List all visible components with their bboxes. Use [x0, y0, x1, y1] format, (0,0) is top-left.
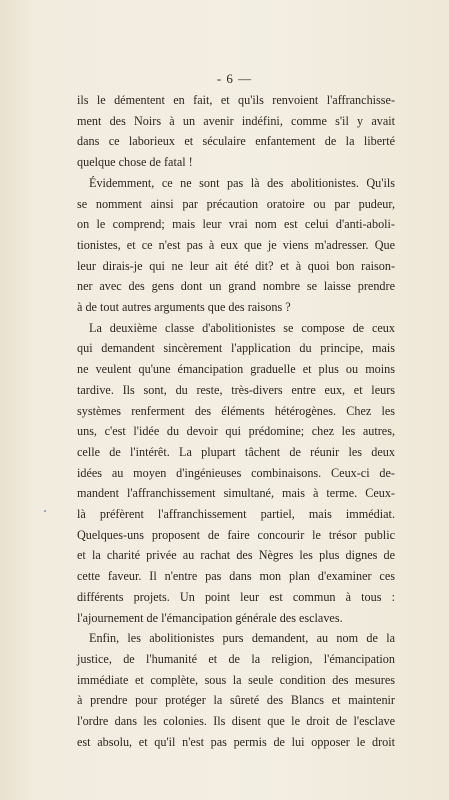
paragraph: [77, 318, 395, 629]
text-line: on le comprend; mais leur vrai nom est celui d'anti-aboli-: [77, 217, 395, 232]
text-line: Quelques-uns proposent de faire concourir le trésor public: [77, 527, 395, 542]
text-line: quelque chose de fatal !: [77, 155, 193, 170]
text-line: là préfèrent l'affranchissement partiel, mais immédiat.: [77, 507, 395, 522]
text-line: l'ajournement de l'émancipation générale des esclaves.: [77, 610, 343, 625]
text-line: à de tout autres arguments que des raisons ?: [77, 300, 291, 315]
text-line: leur dirais-je qui ne leur ait été dit? et à quoi bon raison-: [77, 258, 395, 273]
text-line: uns, c'est l'idée du devoir qui prédomine; chez les autres,: [77, 424, 395, 439]
paragraph: [77, 628, 395, 752]
paragraph: [77, 173, 395, 318]
text-line: mandent l'affranchissement simultané, mais à terme. Ceux-: [77, 486, 395, 501]
text-line: celle de l'intérêt. La plupart tâchent de réunir les deux: [77, 444, 395, 459]
page-number: - 6 —: [216, 71, 253, 86]
text-line: est absolu, et qu'il n'est pas permis de lui opposer le droit: [77, 734, 395, 749]
text-line: justice, de l'humanité et de la religion, l'émancipation: [77, 651, 395, 666]
text-line: idées au moyen d'ingénieuses combinaisons. Ceux-ci de-: [77, 465, 395, 480]
ink-speck: [44, 510, 46, 512]
text-line: se nomment ainsi par précaution oratoire ou par pudeur,: [77, 196, 395, 211]
text-line: à prendre pour protéger la sûreté des Blancs et maintenir: [77, 693, 395, 708]
text-line: La deuxième classe d'abolitionistes se compose de ceux: [89, 320, 395, 335]
text-line: différents projets. Un point leur est commun à tous :: [77, 589, 395, 604]
body-text: [77, 90, 395, 753]
text-line: ner avec des gens dont un grand nombre se laisse prendre: [77, 279, 395, 294]
text-line: cette faveur. Il n'entre pas dans mon plan d'examiner ces: [77, 569, 395, 584]
text-line: Enfin, les abolitionistes purs demandent, au nom de la: [89, 631, 395, 646]
text-line: tionistes, et ce n'est pas à eux que je viens m'adresser. Que: [77, 237, 395, 252]
text-line: dans ce laborieux et séculaire enfantement de la liberté: [77, 134, 395, 149]
text-line: et la charité privée au rachat des Nègres les plus dignes de: [77, 548, 395, 563]
text-line: immédiate et complète, sous la seule condition des mesures: [77, 672, 395, 687]
text-line: Évidemment, ce ne sont pas là des abolitionistes. Qu'ils: [89, 175, 395, 190]
text-line: l'ordre dans les colonies. Ils disent que le droit de l'esclave: [77, 714, 395, 729]
paragraph: [77, 90, 395, 173]
text-line: ils le démentent en fait, et qu'ils renvoient l'affranchisse-: [77, 93, 395, 107]
text-line: qui demandent sincèrement l'application du principe, mais: [77, 341, 395, 356]
text-line: tardive. Ils sont, du reste, très-divers entre eux, et leurs: [77, 382, 395, 397]
text-line: ment des Noirs à un avenir indéfini, comme s'il y avait: [77, 113, 395, 128]
text-line: systèmes renferment des éléments hétérogènes. Chez les: [77, 403, 395, 418]
text-line: ne veulent qu'une émancipation graduelle et plus ou moins: [77, 362, 395, 377]
